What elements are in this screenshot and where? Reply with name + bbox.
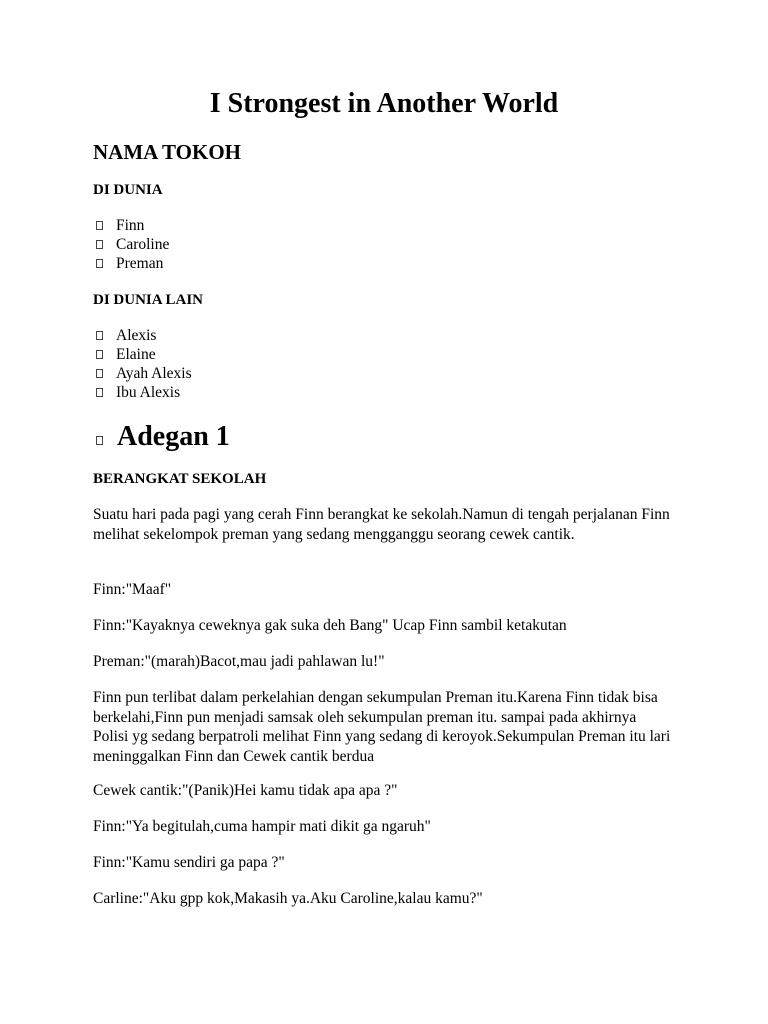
character-list-di-dunia-lain — [93, 326, 192, 402]
bullet-box-icon — [96, 350, 103, 359]
paragraph: Finn:"Kayaknya ceweknya gak suka deh Bang" Ucap Finn sambil ketakutan — [93, 617, 567, 634]
paragraph: Finn:"Maaf" — [93, 581, 172, 598]
bullet-box-icon — [96, 331, 103, 340]
document-title: I Strongest in Another World — [209, 88, 559, 119]
bullet-box-icon — [96, 240, 103, 249]
group-heading-di-dunia: DI DUNIA — [93, 182, 163, 198]
character-list-di-dunia — [93, 216, 169, 273]
paragraph: Cewek cantik:"(Panik)Hei kamu tidak apa apa ?" — [93, 782, 398, 799]
paragraph: Suatu hari pada pagi yang cerah Finn berangkat ke sekolah.Namun di tengah perjalanan Finn melihat sekelompok preman yang sedang mengganggu seorang cewek cantik. — [93, 506, 670, 543]
bullet-box-icon — [96, 259, 103, 268]
group-heading-di-dunia-lain: DI DUNIA LAIN — [93, 292, 204, 308]
bullet-box-icon — [96, 369, 103, 378]
bullet-box-icon — [96, 388, 103, 397]
list-item: Ayah Alexis — [93, 364, 192, 383]
list-item: Elaine — [93, 345, 192, 364]
paragraph: Preman:"(marah)Bacot,mau jadi pahlawan lu!" — [93, 653, 385, 670]
list-item: Alexis — [93, 326, 192, 345]
list-item: Caroline — [93, 235, 169, 254]
paragraph: Finn:"Ya begitulah,cuma hampir mati dikit ga ngaruh" — [93, 818, 431, 835]
paragraph: Carline:"Aku gpp kok,Makasih ya.Aku Caroline,kalau kamu?" — [93, 890, 483, 907]
bullet-box-icon — [96, 221, 103, 230]
scene-subheading: BERANGKAT SEKOLAH — [93, 471, 267, 487]
list-item: Finn — [93, 216, 169, 235]
list-item: Preman — [93, 254, 169, 273]
section-heading: NAMA TOKOH — [93, 140, 241, 164]
bullet-box-icon — [96, 436, 103, 445]
scene-heading: Adegan 1 — [93, 420, 230, 454]
paragraph: Finn pun terlibat dalam perkelahian dengan sekumpulan Preman itu.Karena Finn tidak bisa berkelahi,Finn pun menjadi samsak oleh sekumpulan preman itu. sampai pada akhirnya Polisi yg sedang berpatroli melihat Finn yang sedang di keroyok.Sekumpulan Preman itu lari meninggalkan Finn dan Cewek cantik berdua — [93, 689, 671, 765]
paragraph: Finn:"Kamu sendiri ga papa ?" — [93, 854, 285, 871]
list-item: Ibu Alexis — [93, 383, 192, 402]
